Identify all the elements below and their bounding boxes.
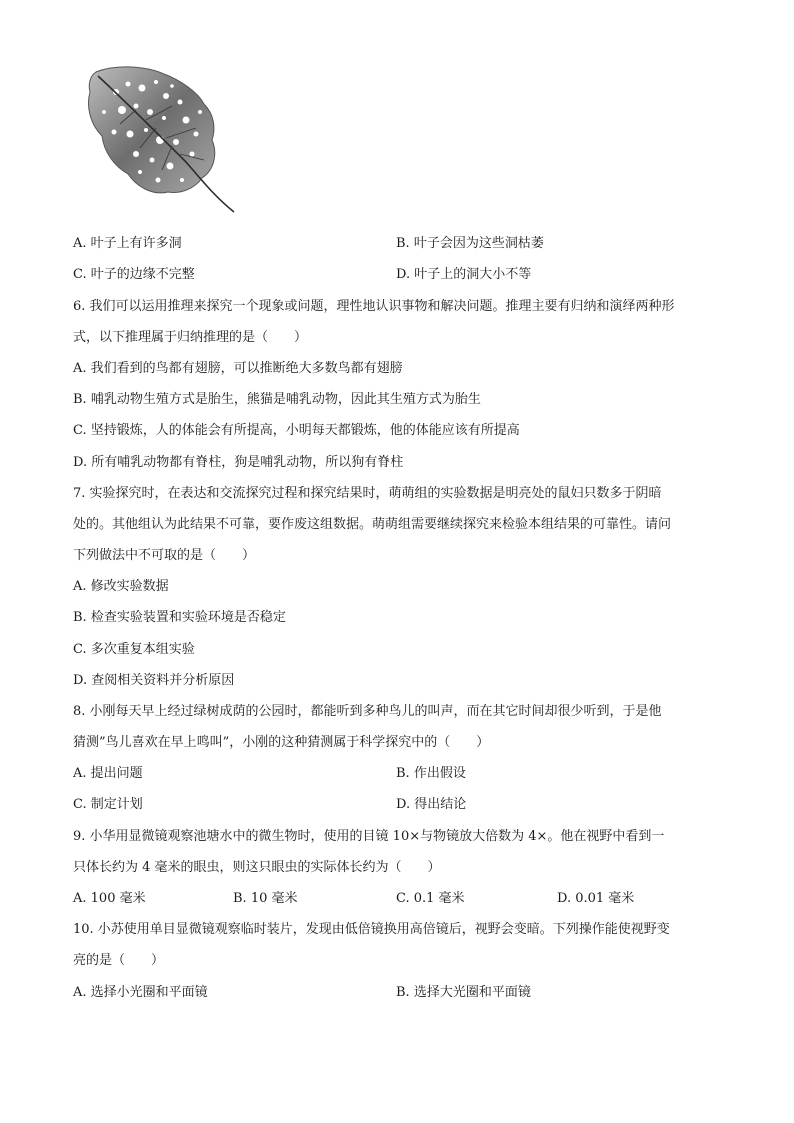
q6-option-d: D. 所有哺乳动物都有脊柱，狗是哺乳动物，所以狗有脊柱 (73, 455, 404, 470)
q8-option-a: A. 提出问题 (73, 766, 143, 781)
q10-stem-line1: 10. 小苏使用单目显微镜观察临时装片，发现由低倍镜换用高倍镜后，视野会变暗。下列操作能使视野变 (73, 922, 670, 937)
q8-stem-line2: 猜测”鸟儿喜欢在早上鸣叫”，小刚的这种猜测属于科学探究中的（ ） (73, 735, 490, 750)
leaf-with-holes-image (76, 62, 242, 218)
q10-stem-line2: 亮的是（ ） (73, 953, 165, 968)
q5-option-a: A. 叶子上有许多洞 (73, 236, 182, 251)
q8-option-c: C. 制定计划 (73, 797, 143, 812)
q7-option-d: D. 查阅相关资料并分析原因 (73, 673, 235, 688)
q7-option-a: A. 修改实验数据 (73, 579, 169, 594)
q9-stem-line1: 9. 小华用显微镜观察池塘水中的微生物时，使用的目镜 10×与物镜放大倍数为 4×。他在视野中看到一 (73, 829, 665, 844)
q7-stem-line3: 下列做法中不可取的是（ ） (73, 548, 256, 563)
q5-option-b: B. 叶子会因为这些洞枯萎 (396, 236, 544, 251)
q6-option-a: A. 我们看到的鸟都有翅膀，可以推断绝大多数鸟都有翅膀 (73, 361, 403, 376)
q7-option-c: C. 多次重复本组实验 (73, 642, 195, 657)
q9-option-c: C. 0.1 毫米 (396, 891, 465, 906)
q6-option-b: B. 哺乳动物生殖方式是胎生，熊猫是哺乳动物，因此其生殖方式为胎生 (73, 392, 481, 407)
q6-stem-line1: 6. 我们可以运用推理来探究一个现象或问题，理性地认识事物和解决问题。推理主要有归纳和演绎两种形 (73, 299, 675, 314)
q9-option-a: A. 100 毫米 (73, 891, 146, 906)
q5-option-d: D. 叶子上的洞大小不等 (396, 267, 532, 282)
q5-option-c: C. 叶子的边缘不完整 (73, 267, 195, 282)
q6-option-c: C. 坚持锻炼，人的体能会有所提高，小明每天都锻炼，他的体能应该有所提高 (73, 423, 520, 438)
q10-option-b: B. 选择大光圈和平面镜 (396, 985, 531, 1000)
q7-option-b: B. 检查实验装置和实验环境是否稳定 (73, 610, 286, 625)
q9-stem-line2: 只体长约为 4 毫米的眼虫，则这只眼虫的实际体长约为（ ） (73, 860, 441, 875)
q7-stem-line1: 7. 实验探究时，在表达和交流探究过程和探究结果时，萌萌组的实验数据是明亮处的鼠妇只数多于阴暗 (73, 486, 662, 501)
q6-stem-line2: 式，以下推理属于归纳推理的是（ ） (73, 330, 308, 345)
q8-option-d: D. 得出结论 (396, 797, 467, 812)
q9-option-b: B. 10 毫米 (233, 891, 298, 906)
q7-stem-line2: 处的。其他组认为此结果不可靠，要作废这组数据。萌萌组需要继续探究来检验本组结果的可靠性。请问 (73, 517, 672, 532)
q8-option-b: B. 作出假设 (396, 766, 466, 781)
q9-option-d: D. 0.01 毫米 (557, 891, 635, 906)
q8-stem-line1: 8. 小刚每天早上经过绿树成荫的公园时，都能听到多种鸟儿的叫声，而在其它时间却很少听到，于是他 (73, 704, 662, 719)
q10-option-a: A. 选择小光圈和平面镜 (73, 985, 208, 1000)
